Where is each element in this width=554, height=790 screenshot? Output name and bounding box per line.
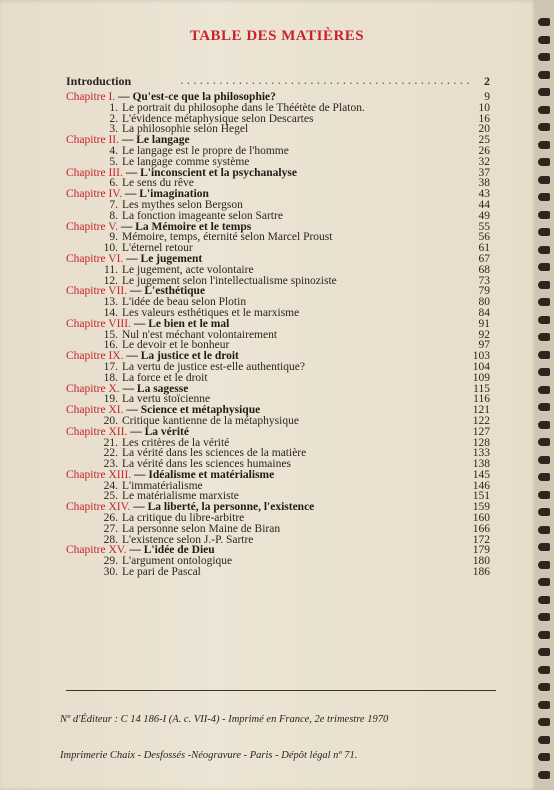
chapter-number: Chapitre V. bbox=[66, 220, 118, 233]
chapter-title: — L'esthétique bbox=[129, 285, 206, 298]
binding-ring bbox=[538, 281, 550, 289]
chapter-number: Chapitre XI. bbox=[66, 404, 124, 417]
binding-ring bbox=[538, 386, 550, 394]
section-title: Le jugement selon l'intellectualisme spinoziste bbox=[122, 274, 337, 287]
chapter-title: — Le langage bbox=[121, 134, 190, 147]
section-number: 8. bbox=[109, 209, 118, 222]
page-number: 56 bbox=[478, 231, 490, 244]
section-number: 15. bbox=[103, 328, 118, 341]
page-number: 128 bbox=[472, 436, 490, 449]
page-number: 67 bbox=[478, 252, 490, 265]
chapter-title: — La vérité bbox=[130, 425, 189, 438]
section-number: 4. bbox=[109, 144, 118, 157]
section-number: 23. bbox=[103, 458, 118, 471]
chapter-title: — L'idée de Dieu bbox=[129, 544, 215, 557]
section-number: 20. bbox=[103, 414, 118, 427]
page-number: 43 bbox=[478, 188, 490, 201]
section-number: 6. bbox=[109, 177, 118, 190]
page-number: 55 bbox=[478, 220, 490, 233]
page-number: 38 bbox=[478, 177, 490, 190]
binding-ring bbox=[538, 596, 550, 604]
page-number: 92 bbox=[478, 328, 490, 341]
leader-dots: . . . . . . . . . . . . . . . . . . . . . . . . . . . . . . . . . . . . . . . . . . . . . bbox=[180, 76, 470, 86]
chapter-number: Chapitre III. bbox=[66, 166, 123, 179]
binding-ring bbox=[538, 211, 550, 219]
binding-ring bbox=[538, 473, 550, 481]
chapter-title: — Idéalisme et matérialisme bbox=[134, 468, 275, 481]
page-number: 91 bbox=[478, 317, 490, 330]
binding-ring bbox=[538, 561, 550, 569]
page-number: 172 bbox=[472, 533, 490, 546]
page-number: 80 bbox=[478, 296, 490, 309]
section-number: 27. bbox=[103, 522, 118, 535]
chapter-title: — La Mémoire et le temps bbox=[120, 220, 252, 233]
binding-ring bbox=[538, 176, 550, 184]
binding-ring bbox=[538, 491, 550, 499]
binding-ring bbox=[538, 106, 550, 114]
section-title: La vérité dans les sciences de la matière bbox=[122, 447, 307, 460]
chapter-number: Chapitre XV. bbox=[66, 544, 127, 557]
section-number: 25. bbox=[103, 490, 118, 503]
binding-ring bbox=[538, 316, 550, 324]
binding-ring bbox=[538, 771, 550, 779]
binding-ring bbox=[538, 36, 550, 44]
page-number: 121 bbox=[472, 404, 490, 417]
page-number: 160 bbox=[472, 512, 490, 525]
page-number: 127 bbox=[472, 425, 490, 438]
binding-ring bbox=[538, 736, 550, 744]
page-number: 49 bbox=[478, 209, 490, 222]
section-number: 3. bbox=[109, 123, 118, 136]
chapter-title: — La liberté, la personne, l'existence bbox=[133, 501, 315, 514]
section-title: La philosophie selon Hegel bbox=[122, 123, 249, 136]
section-number: 5. bbox=[109, 155, 118, 168]
page-number: 10 bbox=[478, 101, 490, 114]
binding-ring bbox=[538, 438, 550, 446]
chapter-title: — L'imagination bbox=[124, 188, 209, 201]
chapter-number: Chapitre VI. bbox=[66, 252, 124, 265]
chapter-number: Chapitre VIII. bbox=[66, 317, 131, 330]
binding-ring bbox=[538, 613, 550, 621]
binding-ring bbox=[538, 193, 550, 201]
chapter-number: Chapitre IV. bbox=[66, 188, 123, 201]
page-number: 20 bbox=[478, 123, 490, 136]
binding-ring bbox=[538, 141, 550, 149]
page-number: 73 bbox=[478, 274, 490, 287]
chapter-number: Chapitre X. bbox=[66, 382, 120, 395]
binding-ring bbox=[538, 578, 550, 586]
page-number: 79 bbox=[478, 285, 490, 298]
section-title: L'argument ontologique bbox=[122, 555, 233, 568]
section-title: Critique kantienne de la métaphysique bbox=[122, 414, 299, 427]
binding-ring bbox=[538, 648, 550, 656]
section-title: L'existence selon J.-P. Sartre bbox=[122, 533, 254, 546]
chapter-title: — Le jugement bbox=[126, 252, 203, 265]
section-number: 21. bbox=[103, 436, 118, 449]
section-title: Nul n'est méchant volontairement bbox=[122, 328, 278, 341]
chapter-title: — La justice et le droit bbox=[126, 350, 239, 363]
page-number: 109 bbox=[472, 371, 490, 384]
page-number: 151 bbox=[472, 490, 490, 503]
section-number: 11. bbox=[104, 263, 118, 276]
section-number: 17. bbox=[103, 360, 118, 373]
binding-ring bbox=[538, 71, 550, 79]
page-number: 145 bbox=[472, 468, 490, 481]
toc-intro-row bbox=[66, 72, 490, 92]
section-title: La fonction imageante selon Sartre bbox=[122, 209, 283, 222]
binding-ring bbox=[538, 526, 550, 534]
section-number: 30. bbox=[103, 566, 118, 579]
page-number: 68 bbox=[478, 263, 490, 276]
section-title: Le langage est le propre de l'homme bbox=[122, 144, 289, 157]
page-number: 186 bbox=[472, 566, 490, 579]
section-number: 14. bbox=[103, 306, 118, 319]
page-number: 37 bbox=[478, 166, 490, 179]
section-title: La vérité dans les sciences humaines bbox=[122, 458, 291, 471]
page-number: 122 bbox=[472, 414, 490, 427]
table-of-contents bbox=[66, 72, 490, 578]
section-number: 7. bbox=[109, 198, 118, 211]
binding-ring bbox=[538, 456, 550, 464]
page-number: 180 bbox=[472, 555, 490, 568]
binding-ring bbox=[538, 753, 550, 761]
binding-ring bbox=[538, 351, 550, 359]
page-number: 9 bbox=[484, 91, 490, 103]
binding-ring bbox=[538, 718, 550, 726]
chapter-title: — L'inconscient et la psychanalyse bbox=[125, 166, 297, 179]
binding-ring bbox=[538, 228, 550, 236]
section-title: La personne selon Maine de Biran bbox=[122, 522, 281, 535]
binding-ring bbox=[538, 683, 550, 691]
binding-ring bbox=[538, 88, 550, 96]
binding-ring bbox=[538, 543, 550, 551]
chapter-title: — Le bien et le mal bbox=[133, 317, 230, 330]
section-title: Le langage comme système bbox=[122, 155, 250, 168]
section-title: Le jugement, acte volontaire bbox=[122, 263, 254, 276]
chapter-number: Chapitre I. bbox=[66, 91, 116, 103]
chapter-number: Chapitre XIV. bbox=[66, 501, 131, 514]
page-title: TABLE DES MATIÈRES bbox=[189, 28, 365, 44]
page-number: 103 bbox=[472, 350, 490, 363]
chapter-number: Chapitre XIII. bbox=[66, 468, 132, 481]
chapter-title: — Qu'est-ce que la philosophie? bbox=[118, 91, 276, 103]
section-title: Le pari de Pascal bbox=[122, 566, 201, 579]
page-number: 26 bbox=[478, 144, 490, 157]
binding-ring bbox=[538, 53, 550, 61]
section-title: La critique du libre-arbitre bbox=[122, 512, 245, 525]
binding-ring bbox=[538, 123, 550, 131]
binding-ring bbox=[538, 508, 550, 516]
binding-ring bbox=[538, 263, 550, 271]
section-title: La vertu de justice est-elle authentique? bbox=[122, 360, 305, 373]
section-title: Les valeurs esthétiques et le marxisme bbox=[122, 306, 300, 319]
page-number: 97 bbox=[478, 339, 490, 352]
binding-ring bbox=[538, 158, 550, 166]
binding-ring bbox=[538, 18, 550, 26]
chapter-number: Chapitre XII. bbox=[66, 425, 128, 438]
section-number: 10. bbox=[103, 242, 118, 255]
page-number: 166 bbox=[472, 522, 490, 535]
page-number: 61 bbox=[478, 242, 490, 255]
binding-ring bbox=[538, 368, 550, 376]
chapter-number: Chapitre II. bbox=[66, 134, 120, 147]
intro-label: Introduction bbox=[66, 74, 132, 88]
section-title: L'immatérialisme bbox=[122, 479, 203, 492]
section-title: Les mythes selon Bergson bbox=[122, 198, 243, 211]
footer-rule bbox=[66, 690, 496, 691]
section-title: Les critères de la vérité bbox=[122, 436, 230, 449]
page-number: 138 bbox=[472, 458, 490, 471]
printer-line: Imprimerie Chaix - Desfossés -Néogravure - Paris - Dépôt légal nº 71. bbox=[60, 750, 358, 761]
section-number: 9. bbox=[109, 231, 118, 244]
binding-ring bbox=[538, 421, 550, 429]
section-title: Le matérialisme marxiste bbox=[122, 490, 239, 503]
section-number: 28. bbox=[103, 533, 118, 546]
page-number: 133 bbox=[472, 447, 490, 460]
section-number: 19. bbox=[103, 393, 118, 406]
page-number: 146 bbox=[472, 479, 490, 492]
page-number: 25 bbox=[478, 134, 490, 147]
intro-page: 2 bbox=[484, 74, 490, 88]
section-title: L'idée de beau selon Plotin bbox=[122, 296, 247, 309]
binding-ring bbox=[538, 631, 550, 639]
section-number: 13. bbox=[103, 296, 118, 309]
binding-ring bbox=[538, 246, 550, 254]
section-title: La vertu stoïcienne bbox=[122, 393, 211, 406]
spiral-binding bbox=[536, 0, 554, 790]
page-number: 159 bbox=[472, 501, 490, 514]
page-number: 179 bbox=[472, 544, 490, 557]
page-number: 104 bbox=[472, 360, 490, 373]
binding-ring bbox=[538, 666, 550, 674]
section-number: 29. bbox=[103, 555, 118, 568]
section-number: 18. bbox=[103, 371, 118, 384]
toc-entries bbox=[66, 92, 490, 578]
section-title: La force et le droit bbox=[122, 371, 208, 384]
section-number: 16. bbox=[103, 339, 118, 352]
section-title: Le portrait du philosophe dans le Théétète de Platon. bbox=[122, 101, 365, 114]
section-number: 12. bbox=[103, 274, 118, 287]
binding-ring bbox=[538, 333, 550, 341]
binding-ring bbox=[538, 701, 550, 709]
chapter-number: Chapitre IX. bbox=[66, 350, 124, 363]
section-number: 22. bbox=[103, 447, 118, 460]
binding-ring bbox=[538, 403, 550, 411]
page-number: 16 bbox=[478, 112, 490, 125]
page-number: 32 bbox=[478, 155, 490, 168]
page-number: 115 bbox=[473, 382, 490, 395]
section-title: Le devoir et le bonheur bbox=[122, 339, 230, 352]
section-title: Mémoire, temps, éternité selon Marcel Proust bbox=[122, 231, 333, 244]
page-number: 84 bbox=[478, 306, 490, 319]
page-number: 44 bbox=[478, 198, 490, 211]
publisher-line: Nº d'Éditeur : C 14 186-I (A. c. VII-4) - Imprimé en France, 2e trimestre 1970 bbox=[60, 714, 389, 725]
page-number: 116 bbox=[473, 393, 490, 406]
section-title: L'évidence métaphysique selon Descartes bbox=[122, 112, 314, 125]
chapter-title: — La sagesse bbox=[122, 382, 189, 395]
toc-section-row bbox=[66, 567, 490, 578]
chapter-number: Chapitre VII. bbox=[66, 285, 128, 298]
section-number: 26. bbox=[103, 512, 118, 525]
section-title: Le sens du rêve bbox=[122, 177, 194, 190]
section-title: L'éternel retour bbox=[122, 242, 193, 255]
binding-ring bbox=[538, 298, 550, 306]
chapter-title: — Science et métaphysique bbox=[126, 404, 261, 417]
section-number: 24. bbox=[103, 479, 118, 492]
section-number: 2. bbox=[109, 112, 118, 125]
section-number: 1. bbox=[109, 101, 118, 114]
